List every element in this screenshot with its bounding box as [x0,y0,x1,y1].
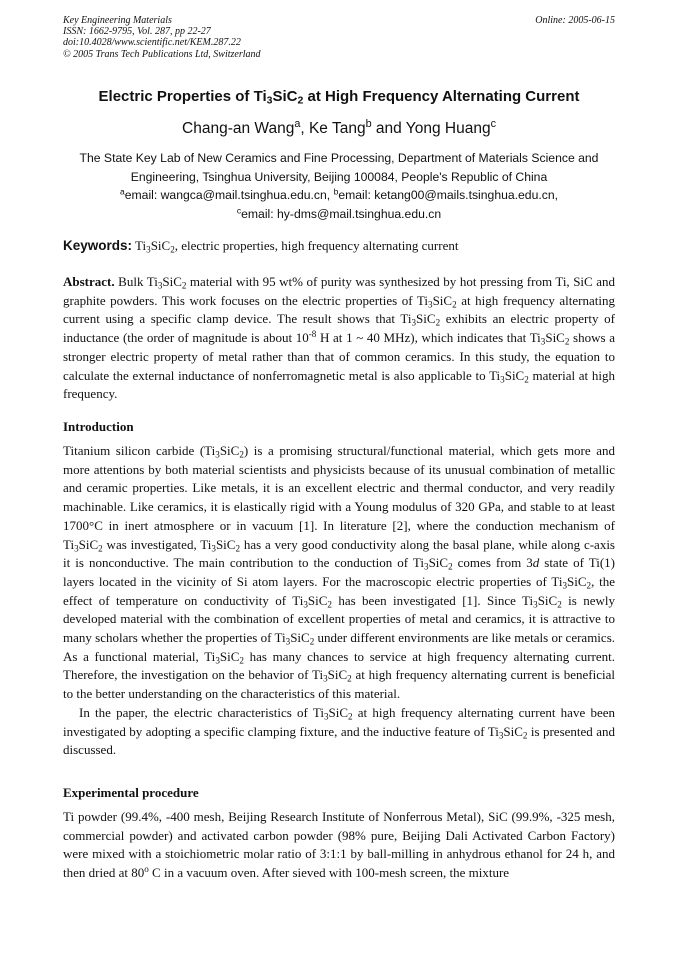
email-line: $^a$email: wangca@mail.tsinghua.edu.cn, $^b$email: ketang00@mails.tsinghua.edu.cn, [119,186,559,203]
section-heading-experimental: Experimental procedure [63,785,199,800]
keywords [63,237,615,256]
abstract [63,273,615,404]
abstract-label: Abstract. [63,274,115,289]
online-date: Online: 2005-06-15 [535,15,615,26]
section-heading-introduction: Introduction [63,419,134,434]
journal-name: Key Engineering Materials [63,15,172,26]
affiliation-block [40,149,638,223]
affiliation-line: The State Key Lab of New Ceramics and Fine Processing, Department of Materials Science and [79,151,599,165]
journal-doi: doi:10.4028/www.scientific.net/KEM.287.22 [63,37,241,49]
experimental-body [63,808,615,883]
paper-authors: Chang-an Wang$^a$, Ke Tang$^b$ and Yong Huang$^c$ [182,118,496,137]
email-line: $^c$email: hy-dms@mail.tsinghua.edu.cn [236,205,442,221]
journal-issn: ISSN: 1662-9795, Vol. 287, pp 22-27 [63,26,211,38]
keywords-label: Keywords: [63,238,133,253]
paragraph: In the paper, the electric characteristics of $Ti_3SiC_2$ at high frequency alternating current have been investigated by adopting a specific clamping fixture, and the inductive feature of $Ti_3SiC_2$ is presented and discussed. [63,704,615,758]
paragraph: Ti powder (99.4%, -400 mesh, Beijing Research Institute of Nonferrous Metal), SiC (99.9%, -325 mesh, commercial powder) and activated carbon powder (98% pure, Beijing Dali Activated Carbon Factory) were mixed with a stoichiometric molar ratio of 3:1:1 by ball-milling in anhydrous ethanol for 24 h, and then dried at 80$^o$ C in a vacuum oven. After sieved with 100-mesh screen, the mixture [63,809,615,881]
paragraph: Titanium silicon carbide $(Ti_3SiC_2)$ is a promising structural/functional material, which gets more and more attentions by both material scientists and physicists because of its unusual combination of metallic and ceramic properties. Like metals, it is an excellent electric and thermal conductor, and very readily machinable. Like ceramics, it is elastically rigid with a Young modulus of 320 GPa, and stable to at least 1700°C in inert atmosphere or in vacuum [1]. In literature [2], where the conduction mechanism of $Ti_3SiC_2$ was investigated, $Ti_3SiC_2$ has a very good conductivity along the basal plane, while along c-axis it is nonconductive. The main contribution to the conduction of $Ti_3SiC_2$ comes from 3d state of Ti(1) layers located in the vicinity of Si atom layers. For the macroscopic electric properties of $Ti_3SiC_2$, the effect of temperature on conductivity of $Ti_3SiC_2$ has been investigated [1]. Since $Ti_3SiC_2$ is newly developed material with the combination of excellent properties of metal and ceramics, it is attractive to many scholars whether the properties of $Ti_3SiC_2$ under different environments are like metals or ceramics. As a functional material, $Ti_3SiC_2$ has many chances to service at high frequency alternating current. Therefore, the investigation on the behavior of $Ti_3SiC_2$ at high frequency alternating current is beneficial to the better understanding on the characteristics of this material. [63,443,616,702]
abstract-text: Bulk $Ti_3SiC_2$ material with 95 wt% of purity was synthesized by hot pressing from Ti, SiC and graphite powders. This work focuses on the electric properties of $Ti_3SiC_2$ at high frequency alternating current using a specific clamp device. The result shows that $Ti_3SiC_2$ exhibits an electric property of inductance (the order of magnitude is about $10^{-8}$ H at 1 ~ 40 MHz), which indicates that $Ti_3SiC_2$ shows a stronger electric property of metal rather than that of common ceramics. In this study, the equation to calculate the external inductance of nonferromagnetic metal is also applicable to $Ti_3SiC_2$ material at high frequency. [63,274,615,402]
keywords-text: $Ti_3SiC_2$, electric properties, high frequency alternating current [135,238,459,255]
introduction-body [63,442,615,760]
journal-copyright: © 2005 Trans Tech Publications Ltd, Switzerland [63,48,261,60]
paper-title: Electric Properties of $Ti_3SiC_2$ at High Frequency Alternating Current [98,88,580,107]
affiliation-line: Engineering, Tsinghua University, Beijing 100084, People's Republic of China [130,169,548,184]
journal-header [63,15,615,60]
